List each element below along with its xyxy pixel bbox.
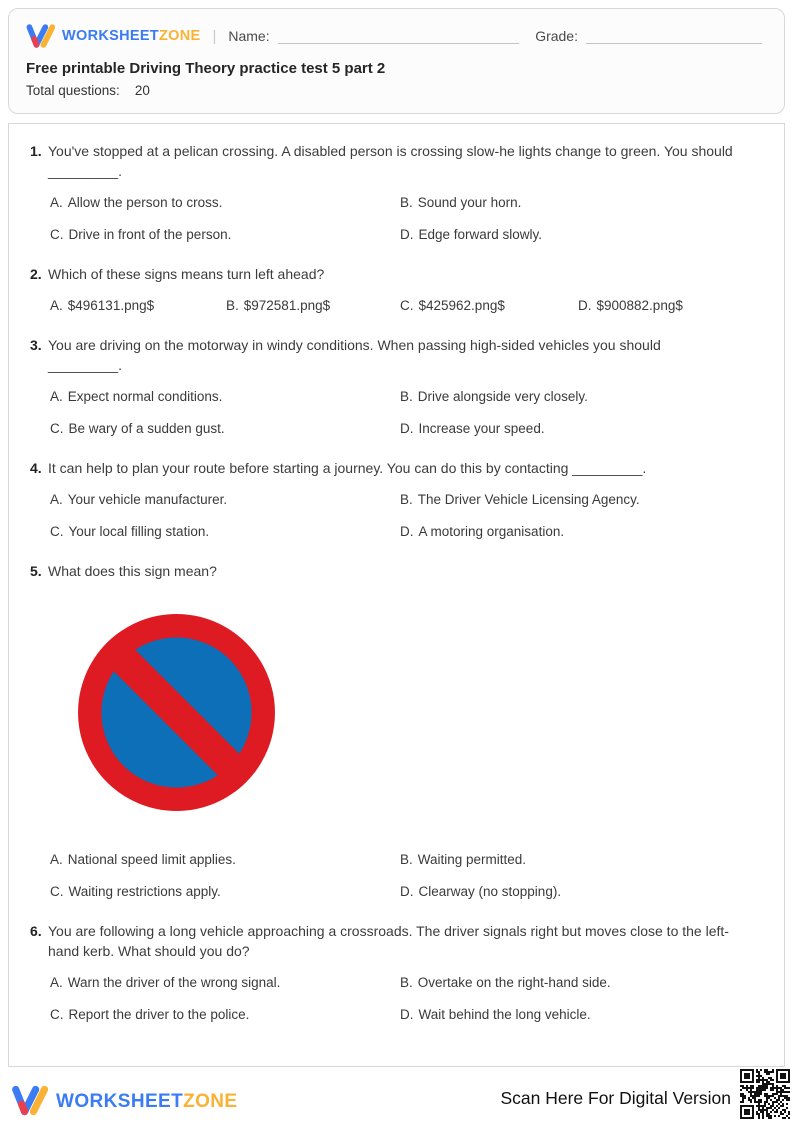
footer-brand-wordmark bbox=[56, 1091, 238, 1113]
brand-wordmark bbox=[62, 28, 200, 44]
question-4-option-c[interactable]: C. Your local filling station. bbox=[50, 524, 210, 539]
question-1 bbox=[30, 141, 762, 244]
question-6-number: 6. bbox=[30, 923, 42, 939]
question-4-options bbox=[30, 490, 762, 541]
question-5-option-a[interactable]: A. National speed limit applies. bbox=[50, 852, 236, 867]
question-6 bbox=[30, 921, 762, 1024]
question-4-option-b[interactable]: B. The Driver Vehicle Licensing Agency. bbox=[400, 492, 640, 507]
question-3-option-b[interactable]: B. Drive alongside very closely. bbox=[400, 389, 588, 404]
name-input-line[interactable] bbox=[278, 28, 520, 44]
scan-here-text: Scan Here For Digital Version bbox=[500, 1088, 731, 1108]
question-5-option-d[interactable]: D. Clearway (no stopping). bbox=[400, 884, 562, 899]
question-1-text: You've stopped at a pelican crossing. A disabled person is crossing slow-he lights change to green. You should _________. bbox=[48, 143, 733, 179]
question-1-number: 1. bbox=[30, 143, 42, 159]
question-5-option-c[interactable]: C. Waiting restrictions apply. bbox=[50, 884, 221, 899]
question-4-number: 4. bbox=[30, 460, 42, 476]
question-3-text: You are driving on the motorway in windy conditions. When passing high-sided vehicles you should _________. bbox=[48, 337, 661, 373]
total-questions-value: 20 bbox=[134, 83, 150, 98]
question-2-number: 2. bbox=[30, 266, 42, 282]
question-1-options bbox=[30, 193, 762, 244]
header-divider: | bbox=[212, 27, 217, 45]
question-1-option-d[interactable]: D. Edge forward slowly. bbox=[400, 227, 543, 242]
header-card bbox=[8, 8, 785, 114]
question-2-options bbox=[30, 296, 762, 315]
question-6-option-a[interactable]: A. Warn the driver of the wrong signal. bbox=[50, 975, 281, 990]
question-3-options bbox=[30, 387, 762, 438]
question-3-option-d[interactable]: D. Increase your speed. bbox=[400, 421, 545, 436]
brand-word-worksheet: WORKSHEET bbox=[56, 1091, 184, 1112]
brand-word-worksheet: WORKSHEET bbox=[62, 28, 159, 44]
grade-label: Grade: bbox=[535, 28, 578, 44]
question-3 bbox=[30, 335, 762, 438]
qr-code bbox=[740, 1069, 790, 1119]
question-6-text: You are following a long vehicle approaching a crossroads. The driver signals right but moves close to the left-hand kerb. What should you do? bbox=[48, 923, 729, 959]
header-row bbox=[9, 9, 784, 51]
question-2-option-b[interactable]: B. $972581.png$ bbox=[226, 298, 331, 313]
total-questions bbox=[26, 83, 768, 98]
worksheet-title: Free printable Driving Theory practice test 5 part 2 bbox=[26, 60, 386, 77]
question-3-option-a[interactable]: A. Expect normal conditions. bbox=[50, 389, 223, 404]
question-1-option-b[interactable]: B. Sound your horn. bbox=[400, 195, 522, 210]
brand-logo bbox=[25, 23, 200, 49]
question-2-option-c[interactable]: C. $425962.png$ bbox=[400, 298, 505, 313]
question-3-number: 3. bbox=[30, 337, 42, 353]
worksheetzone-logo-icon bbox=[10, 1085, 48, 1116]
name-label: Name: bbox=[228, 28, 270, 44]
question-5-text: What does this sign mean? bbox=[48, 563, 217, 579]
total-questions-label: Total questions: bbox=[26, 83, 120, 98]
question-2-option-a[interactable]: A. $496131.png$ bbox=[50, 298, 155, 313]
question-5-options bbox=[30, 850, 762, 901]
question-5-option-b[interactable]: B. Waiting permitted. bbox=[400, 852, 527, 867]
grade-input-line[interactable] bbox=[586, 28, 762, 44]
question-5-number: 5. bbox=[30, 563, 42, 579]
question-4 bbox=[30, 458, 762, 541]
brand-word-zone: ZONE bbox=[158, 28, 201, 44]
question-6-option-b[interactable]: B. Overtake on the right-hand side. bbox=[400, 975, 611, 990]
question-6-option-d[interactable]: D. Wait behind the long vehicle. bbox=[400, 1007, 591, 1022]
question-1-option-c[interactable]: C. Drive in front of the person. bbox=[50, 227, 232, 242]
question-5 bbox=[30, 561, 762, 901]
question-6-options bbox=[30, 973, 762, 1024]
question-2 bbox=[30, 264, 762, 315]
brand-word-zone: ZONE bbox=[183, 1091, 238, 1112]
footer bbox=[0, 1067, 793, 1122]
questions-panel bbox=[8, 123, 785, 1067]
question-2-option-d[interactable]: D. $900882.png$ bbox=[578, 298, 683, 313]
question-6-option-c[interactable]: C. Report the driver to the police. bbox=[50, 1007, 250, 1022]
question-4-text: It can help to plan your route before starting a journey. You can do this by contacting _________. bbox=[48, 460, 647, 476]
title-block bbox=[9, 51, 784, 98]
question-2-text: Which of these signs means turn left ahead? bbox=[48, 266, 325, 282]
worksheet-page bbox=[0, 8, 793, 1122]
question-1-option-a[interactable]: A. Allow the person to cross. bbox=[50, 195, 223, 210]
worksheetzone-logo-icon bbox=[25, 23, 55, 49]
question-4-option-d[interactable]: D. A motoring organisation. bbox=[400, 524, 565, 539]
question-4-option-a[interactable]: A. Your vehicle manufacturer. bbox=[50, 492, 228, 507]
no-waiting-sign-image bbox=[75, 611, 278, 814]
question-3-option-c[interactable]: C. Be wary of a sudden gust. bbox=[50, 421, 225, 436]
